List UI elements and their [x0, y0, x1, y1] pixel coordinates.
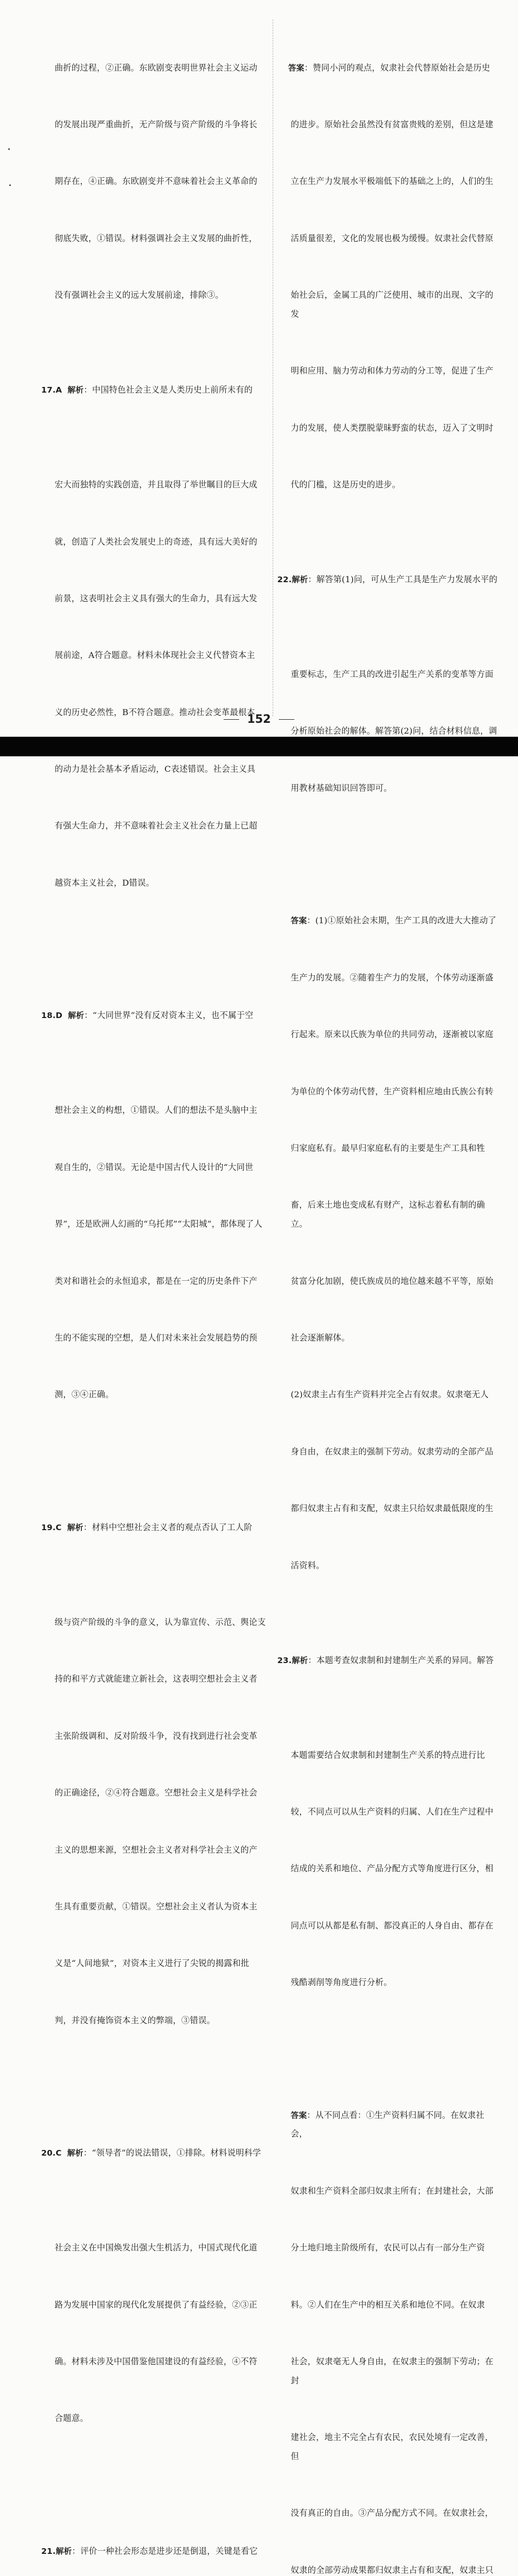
text-line: 力的发展，使人类摆脱蒙昧野蛮的状态，迈入了文明时 — [291, 422, 494, 433]
question-18 — [41, 969, 271, 1481]
text-line: 展前途，A符合题意。材料未体现社会主义代替资本主 — [55, 650, 255, 660]
text-line: ：(1)①原始社会末期，生产工具的改进大大推动了 — [307, 916, 497, 926]
text-line: 类对和谐社会的永恒追求，都是在一定的历史条件下产 — [55, 1276, 258, 1286]
text-line: 前景，这表明社会主义具有强大的生命力，具有远大发 — [55, 593, 258, 603]
text-line: ：材料中空想社会主义者的观点否认了工人阶 — [83, 1522, 253, 1532]
text-line: 观自生的，②错误。无论是中国古代人设计的“大同世 — [55, 1162, 254, 1172]
page-number: 152 — [247, 713, 271, 726]
right-column — [277, 21, 499, 2576]
answer-label: 答案 — [291, 2110, 307, 2120]
footer-dash-right — [279, 719, 294, 720]
text-line: ：“领导者”的说法错误，①排除。材料说明科学 — [83, 2148, 261, 2158]
text-line: 社会主义在中国焕发出强大生机活力，中国式现代化道 — [55, 2243, 258, 2253]
text-line: ：本题考查奴隶制和封建制生产关系的异同。解答 — [308, 1655, 494, 1665]
text-line: 想社会主义的构想，①错误。人们的想法不是头脑中主 — [55, 1105, 258, 1115]
text-line: 建社会，地主不完全占有农民，农民处境有一定改善，但 — [291, 2432, 494, 2461]
text-line: ：解答第(1)问，可从生产工具是生产力发展水平的 — [308, 574, 498, 585]
analysis-label: 解析 — [67, 1522, 83, 1532]
text-line: 奴隶和生产资料全部归奴隶主所有；在封建社会，大部 — [291, 2185, 494, 2196]
text-line: 没有强调社会主义的远大发展前途，排除③。 — [55, 290, 224, 300]
text-line: 确。材料未涉及中国借鉴他国建设的有益经验，④不符 — [55, 2357, 258, 2367]
text-line: 生的不能实现的空想，是人们对未来社会发展趋势的预 — [55, 1332, 258, 1343]
answer-22 — [277, 874, 499, 1613]
text-line: 奴隶的全部劳动成果都归奴隶主占有和支配，奴隶主只 — [291, 2565, 494, 2575]
text-line: 社会逐渐解体。 — [291, 1332, 350, 1343]
text-line: 为单位的个体劳动代替，生产资料相应地由氏族公有转 — [291, 1086, 494, 1096]
question-number: 18.D — [41, 1011, 63, 1021]
answer-label: 答案 — [291, 916, 307, 926]
text-line: 行起来。原来以氏族为单位的共同劳动，逐渐被以家庭 — [291, 1029, 494, 1040]
question-21 — [41, 2504, 271, 2576]
question-23 — [277, 1613, 499, 2068]
text-line: 生具有重要贡献，①错误。空想社会主义者认为资本主 — [55, 1901, 258, 1911]
analysis-label: 解析 — [67, 385, 84, 395]
text-line: 级与资产阶级的斗争的意义，认为靠宣传、示范、舆论支 — [55, 1617, 266, 1627]
text-line: 始社会后，金属工具的广泛使用、城市的出现、文字的发 — [291, 290, 494, 319]
answer-23 — [277, 2068, 499, 2576]
text-line: 义是“人间地狱”，对资本主义进行了尖锐的揭露和批 — [55, 1958, 249, 1969]
text-line: 越资本主义社会，D错误。 — [55, 877, 155, 888]
text-line: 合题意。 — [55, 2413, 89, 2424]
text-line: 较，不同点可以从生产资料的归属、人们在生产过程中 — [291, 1806, 494, 1817]
question-20 — [41, 2106, 271, 2504]
text-line: 同点可以从都是私有制、都没真正的人身自由、都存在 — [291, 1920, 494, 1930]
text-line: 明和应用、脑力劳动和体力劳动的分工等，促进了生产 — [291, 366, 494, 376]
text-line: ：评价一种社会形态是进步还是倒退，关键是看它 — [72, 2546, 258, 2556]
scan-bottom-band — [0, 737, 518, 756]
analysis-label: 解析 — [67, 2148, 83, 2158]
text-line: 有强大生命力，并不意味着社会主义社会在力量上已超 — [55, 821, 258, 831]
question-number: 17.A — [41, 385, 62, 395]
question-number: 22. — [277, 575, 292, 585]
text-line: 主义的思想来源，空想社会主义者对科学社会主义的产 — [55, 1844, 258, 1855]
text-line: 的正确途径，②④符合题意。空想社会主义是科学社会 — [55, 1788, 258, 1798]
text-line: 归家庭私有。最早归家庭私有的主要是生产工具和牲 — [291, 1143, 485, 1154]
text-line: 立在生产力发展水平极端低下的基础之上的，人们的生 — [291, 176, 494, 187]
text-line: 判，并没有掩饰资本主义的弊端，③错误。 — [55, 2015, 215, 2025]
text-line: 没有真正的自由。③产品分配方式不同。在奴隶社会， — [291, 2508, 494, 2518]
text-line: 本题需要结合奴隶制和封建制生产关系的特点进行比 — [291, 1750, 485, 1760]
text-line: ：赞同小河的观点，奴隶社会代替原始社会是历史 — [304, 62, 490, 73]
continued-explanation — [41, 21, 271, 343]
answer-21 — [277, 21, 499, 533]
analysis-label: 解析 — [68, 1011, 85, 1021]
text-line: ：“大同世界”没有反对资本主义，也不属于空 — [84, 1010, 254, 1021]
analysis-label: 解析 — [56, 2546, 72, 2556]
text-line: 测，③④正确。 — [55, 1389, 114, 1400]
question-19 — [41, 1480, 271, 2106]
text-line: 代的门槛，这是历史的进步。 — [291, 480, 401, 490]
question-number: 21. — [41, 2546, 56, 2556]
text-line: 的动力是社会基本矛盾运动，C表述错误。社会主义具 — [55, 764, 256, 774]
text-line: (2)奴隶主占有生产资料并完全占有奴隶。奴隶毫无人 — [291, 1389, 489, 1400]
answer-label: 答案 — [288, 63, 305, 73]
text-line: 社会，奴隶毫无人身自由，在奴隶主的强制下劳动；在封 — [291, 2357, 494, 2385]
text-line: 主张阶级调和、反对阶级斗争，没有找到进行社会变革 — [55, 1731, 258, 1741]
analysis-label: 解析 — [292, 575, 308, 585]
text-line: 分析原始社会的解体。解答第(2)问，结合材料信息，调 — [291, 726, 497, 736]
page-footer — [0, 713, 518, 726]
question-number: 19.C — [41, 1522, 62, 1532]
text-line: 生产力的发展。②随着生产力的发展，个体劳动逐渐盛 — [291, 972, 494, 982]
text-line: 义的历史必然性，B不符合题意。推动社会变革最根本 — [55, 707, 256, 717]
text-line: 活质量很差，文化的发展也极为缓慢。奴隶社会代替原 — [291, 233, 494, 243]
text-line: 期存在，④正确。东欧剧变并不意味着社会主义革命的 — [55, 176, 258, 187]
question-22 — [277, 533, 499, 874]
text-line: 都归奴隶主占有和支配，奴隶主只给奴隶最低限度的生 — [291, 1503, 494, 1514]
text-line: 重要标志，生产工具的改进引起生产关系的变革等方面 — [291, 669, 494, 680]
text-line: 持的和平方式就能建立新社会，这表明空想社会主义者 — [55, 1674, 258, 1684]
print-speck — [9, 184, 11, 186]
text-line: 的进步。原始社会虽然没有贫富贵贱的差别，但这是建 — [291, 119, 494, 129]
text-line: 残酷剥削等角度进行分析。 — [291, 1977, 392, 1988]
text-line: 活资料。 — [291, 1560, 325, 1570]
footer-dash-left — [224, 719, 239, 720]
question-number: 23. — [277, 1655, 292, 1665]
text-line: 身自由，在奴隶主的强制下劳动。奴隶劳动的全部产品 — [291, 1446, 494, 1456]
print-speck — [8, 148, 10, 150]
left-column — [41, 21, 271, 2576]
text-line: 就，创造了人类社会发展史上的奇迹，具有远大美好的 — [55, 536, 258, 547]
question-17 — [41, 343, 271, 969]
text-line: ：中国特色社会主义是人类历史上前所未有的 — [83, 385, 253, 395]
text-line: 分土地归地主阶级所有，农民可以占有一部分生产资 — [291, 2243, 485, 2253]
text-line: 曲折的过程，②正确。东欧剧变表明世界社会主义运动 — [55, 62, 258, 73]
text-line: 的发展出现严重曲折，无产阶级与资产阶级的斗争将长 — [55, 119, 258, 129]
text-line: 路为发展中国家的现代化发展提供了有益经验，②③正 — [55, 2299, 258, 2310]
text-line: 彻底失败，①错误。材料强调社会主义发展的曲折性， — [55, 233, 258, 243]
text-line: 畜，后来土地也变成私有财产，这标志着私有制的确立。 — [291, 1200, 485, 1229]
text-line: 料。②人们在生产中的相互关系和地位不同。在奴隶 — [291, 2299, 485, 2310]
question-number: 20.C — [41, 2148, 62, 2158]
text-line: 贫富分化加剧，使氏族成员的地位越来越不平等，原始 — [291, 1276, 494, 1286]
text-line: 宏大而独特的实践创造，并且取得了举世瞩目的巨大成 — [55, 480, 258, 490]
text-line: 结成的关系和地位、产品分配方式等角度进行区分，相 — [291, 1863, 494, 1874]
text-line: 界”，还是欧洲人幻画的“乌托邦”“太阳城”，都体现了人 — [55, 1219, 262, 1229]
text-line: ：从不同点看：①生产资料归属不同。在奴隶社会， — [291, 2110, 484, 2139]
text-line: 用教材基础知识回答即可。 — [291, 783, 392, 793]
analysis-label: 解析 — [292, 1655, 308, 1665]
